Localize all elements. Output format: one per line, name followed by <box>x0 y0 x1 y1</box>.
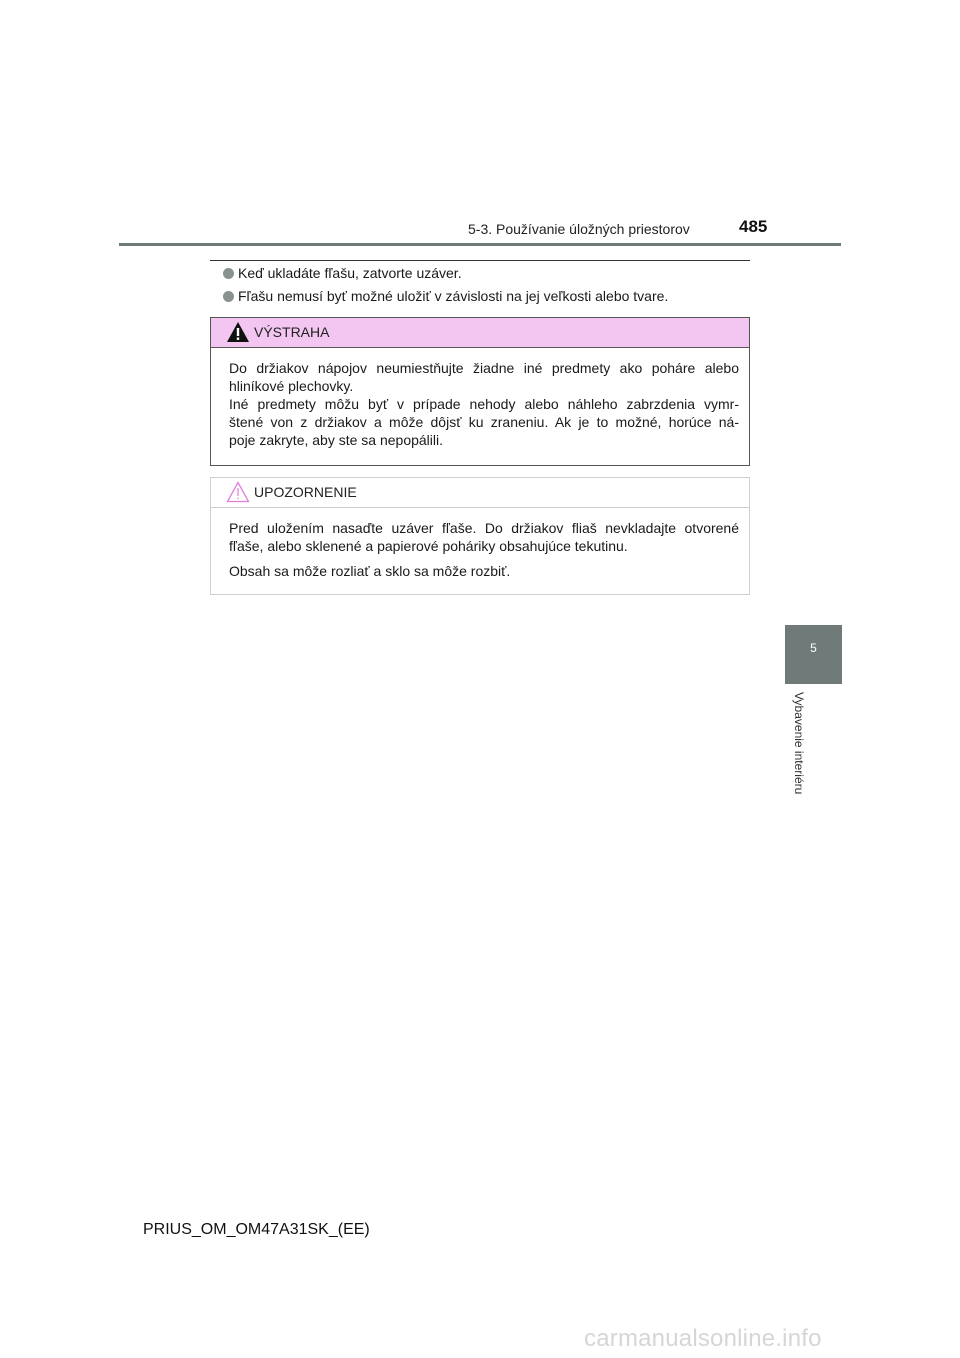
side-tab <box>785 625 842 684</box>
bullet-dot-icon <box>223 268 234 279</box>
warning-header <box>211 318 749 348</box>
caution-box <box>210 477 750 595</box>
caution-body <box>211 508 749 580</box>
warning-line: Do držiakov nápojov neumiestňujte žiadne iné predmety ako poháre alebo <box>229 360 739 376</box>
bullet-text: Keď ukladáte fľašu, zatvorte uzáver. <box>238 265 462 281</box>
warning-box <box>210 317 750 466</box>
warning-line: hliníkové plechovky. <box>229 378 354 394</box>
caution-header <box>211 478 749 508</box>
watermark: carmanualsonline.info <box>584 1325 822 1352</box>
warning-line: štené von z držiakov a môže dôjsť ku zraneniu. Ak je to možné, horúce ná- <box>229 414 739 430</box>
header-rule <box>119 243 841 246</box>
bullet-text: Fľašu nemusí byť možné uložiť v závislosti na jej veľkosti alebo tvare. <box>238 288 669 304</box>
caution-line: fľaše, alebo sklenené a papierové poháriky obsahujúce tekutinu. <box>229 538 628 554</box>
caution-triangle-outline-icon <box>226 481 250 503</box>
bullet-item <box>223 265 462 281</box>
caution-line: Pred uložením nasaďte uzáver fľaše. Do držiakov fliaš nevkladajte otvorené <box>229 520 739 536</box>
side-tab-number: 5 <box>810 641 817 655</box>
warning-line: poje zakryte, aby ste sa nepopálili. <box>229 432 444 448</box>
warning-label: VÝSTRAHA <box>254 324 330 340</box>
warning-triangle-filled-icon <box>226 321 250 343</box>
page-number: 485 <box>739 217 768 236</box>
side-tab-label: Vybavenie interiéru <box>792 692 806 795</box>
footer-code: PRIUS_OM_OM47A31SK_(EE) <box>143 1221 370 1238</box>
warning-line: Iné predmety môžu byť v prípade nehody alebo náhleho zabrzdenia vymr- <box>229 396 739 412</box>
caution-label: UPOZORNENIE <box>254 484 357 500</box>
header-section-title: 5-3. Používanie úložných priestorov <box>468 221 690 237</box>
bullet-dot-icon <box>223 291 234 302</box>
warning-body <box>211 348 749 449</box>
content-rule <box>210 260 750 261</box>
bullet-item <box>223 288 668 304</box>
caution-line: Obsah sa môže rozliať a sklo sa môže rozbiť. <box>229 563 511 579</box>
